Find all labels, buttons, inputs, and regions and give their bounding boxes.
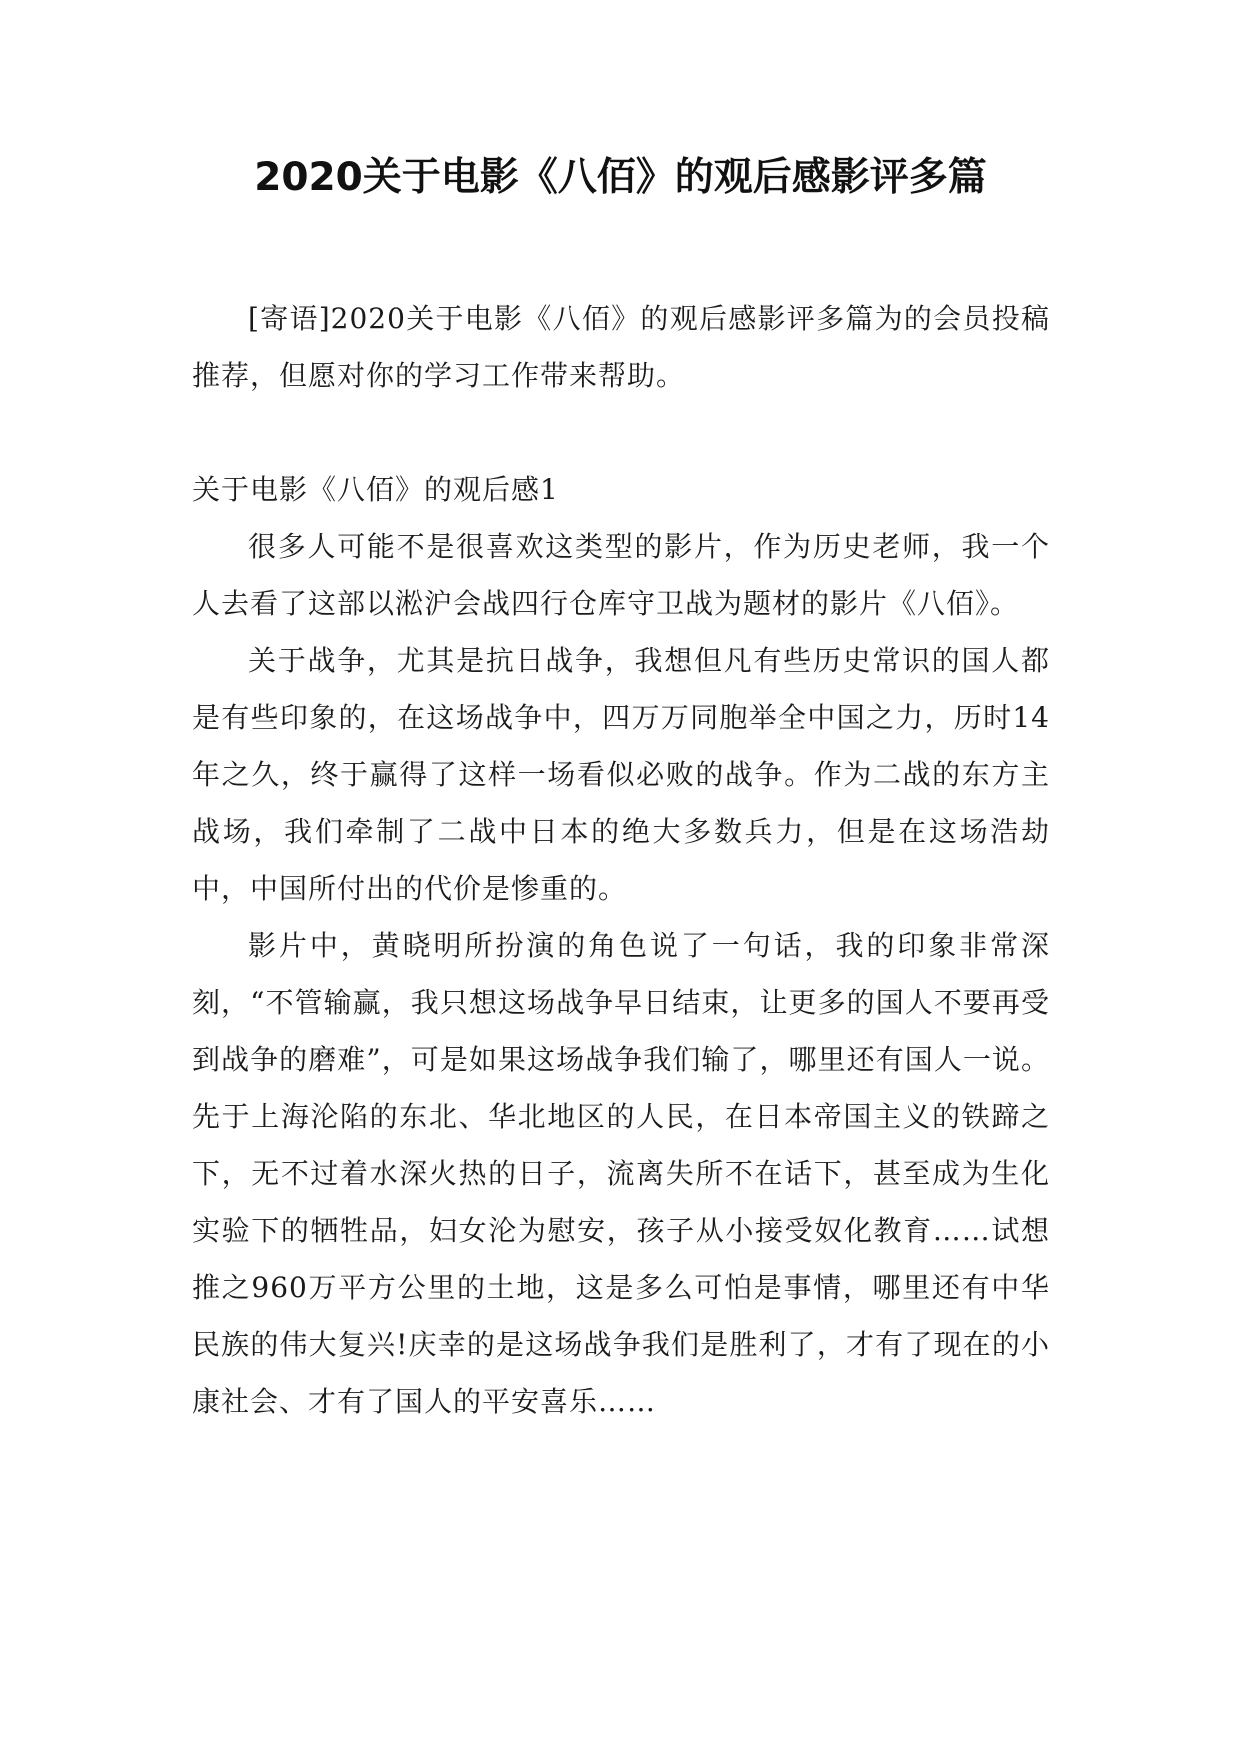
body-paragraph: 很多人可能不是很喜欢这类型的影片，作为历史老师，我一个人去看了这部以淞沪会战四行仓库守卫战为题材的影片《八佰》。 xyxy=(192,530,1050,620)
document-body xyxy=(192,290,1050,1430)
spacer xyxy=(192,404,1050,461)
document-title: 2020关于电影《八佰》的观后感影评多篇 xyxy=(254,155,987,200)
intro-paragraph: [寄语]2020关于电影《八佰》的观后感影评多篇为的会员投稿推荐，但愿对你的学习工作带来帮助。 xyxy=(192,302,1050,392)
body-paragraph: 关于战争，尤其是抗日战争，我想但凡有些历史常识的国人都是有些印象的，在这场战争中，四万万同胞举全中国之力，历时14年之久，终于赢得了这样一场看似必败的战争。作为二战的东方主战场，我们牵制了二战中日本的绝大多数兵力，但是在这场浩劫中，中国所付出的代价是惨重的。 xyxy=(192,644,1050,905)
body-paragraph: 影片中，黄晓明所扮演的角色说了一句话，我的印象非常深刻，“不管输赢，我只想这场战争早日结束，让更多的国人不要再受到战争的磨难”，可是如果这场战争我们输了，哪里还有国人一说。先于上海沦陷的东北、华北地区的人民，在日本帝国主义的铁蹄之下，无不过着水深火热的日子，流离失所不在话下，甚至成为生化实验下的牺牲品，妇女沦为慰安，孩子从小接受奴化教育……试想推之960万平方公里的土地，这是多么可怕是事情，哪里还有中华民族的伟大复兴!庆幸的是这场战争我们是胜利了，才有了现在的小康社会、才有了国人的平安喜乐…… xyxy=(192,929,1050,1418)
section-heading: 关于电影《八佰》的观后感1 xyxy=(192,473,559,506)
